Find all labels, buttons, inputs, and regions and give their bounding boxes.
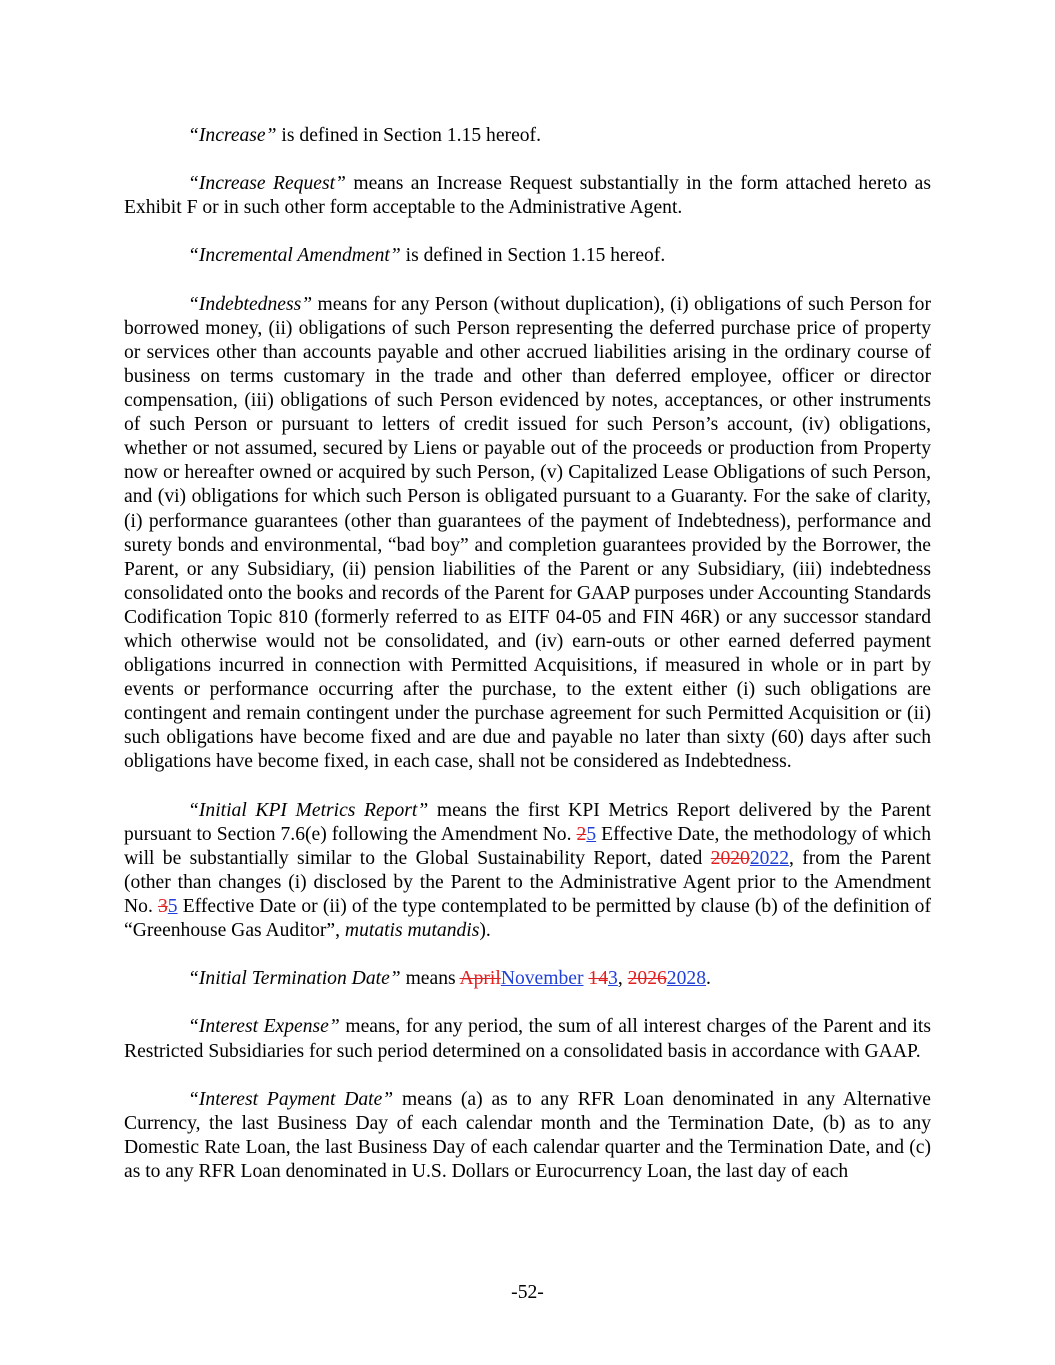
definition-initial-kpi-metrics-report [124,799,931,944]
definition-text: means (a) as to any RFR Loan denominated in any Alternative Currency, the last Business Day of each calendar month and the Termination Date, (b) as to any Domestic Rate Loan, the last Business Day of each calendar quarter and the Termination Date, and (c) as to any RFR Loan denominated in U.S. Dollars or Eurocurrency Loan, the last day of each [124,1088,931,1183]
definition-incremental-amendment [124,244,931,268]
definition-text: ). [479,920,491,942]
definition-text: Effective Date, the methodology of which will be substantially similar to the Global Sustainability Report, dated [124,823,931,869]
definition-text: means [400,968,460,990]
deleted-text: April [459,968,501,990]
inserted-text: November [500,968,584,990]
inserted-text: 5 [586,823,597,845]
italic-phrase: mutatis mutandis [344,920,480,942]
inserted-text: 5 [167,896,178,917]
definition-text: is defined in Section 1.15 hereof. [400,245,666,267]
definition-increase [124,124,931,148]
page-number: -52- [511,1282,544,1303]
definition-text: means, for any period, the sum of all interest charges of the Parent and its Restricted Subsidiaries for such period determined on a consolidated basis in accordance with GAAP. [124,1016,931,1062]
definition-text: means the first KPI Metrics Report delivered by the Parent pursuant to Section 7.6(e) following the Amendment No. [124,799,931,845]
inserted-text: 3 [608,968,618,990]
deleted-text: 3 [157,896,168,917]
definition-text: , from the Parent (other than changes (i) disclosed by the Parent to the Administrative Agent prior to the Amendment No. [124,847,931,917]
deleted-text: 14 [588,968,609,990]
defined-term: “Increase” [188,125,277,146]
defined-term: “Interest Payment Date” [188,1088,394,1110]
defined-term: “Initial Termination Date” [188,968,401,990]
deleted-text: 2026 [627,968,667,990]
definition-interest-payment-date [124,1088,931,1184]
inserted-text: 2022 [749,847,790,869]
inserted-text: 2028 [666,968,706,990]
definition-text: means for any Person (without duplication), (i) obligations of such Person for borrowed money, (ii) obligations of such Person representing the deferred purchase price of property or services other than accounts payable and other accrued liabilities arising in the ordinary course of business on terms customary in the trade and other than deferred employee, officer or director compensation, (iii) obligations of such Person evidenced by notes, acceptances, or other instruments of such Person or pursuant to letters of credit issued for such Person’s account, (iv) obligations, whether or not assumed, secured by Liens or payable out of the proceeds or production from Property now or hereafter owned or acquired by such Person, (v) Capitalized Lease Obligations of such Person, and (vi) obligations for which such Person is obligated pursuant to a Guaranty. For the sake of clarity, (i) performance guarantees (other than guarantees of the payment of Indebtedness), performance and surety bonds and environmental, “bad boy” and completion guarantees provided by the Borrower, the Parent, or any Subsidiary, (ii) pension liabilities of the Parent or any Subsidiary, (iii) indebtedness consolidated onto the books and records of the Parent for GAAP purposes under Accounting Standards Codification Topic 810 (formerly referred to as EITF 04-05 and FIN 46R) or any successor standard which otherwise would not be consolidated, and (iv) earn-outs or other earned deferred payment obligations incurred in connection with Permitted Acquisitions, if measured in whole or in part by events or performance occurring after the purchase, to the extent either (i) such obligations are contingent and remain contingent under the purchase agreement for such Permitted Acquisition or (ii) such obligations have become fixed and are due and payable no later than sixty (60) days after such obligations have become fixed, in each case, shall not be considered as Indebtedness. [124,293,931,773]
document-page [124,124,931,1184]
defined-term: “Initial KPI Metrics Report” [188,799,429,821]
definition-initial-termination-date [124,967,931,991]
definition-text: . [705,968,711,990]
defined-term: “Incremental Amendment” [188,245,401,267]
definition-text: means an Increase Request substantially in the form attached hereto as Exhibit F or in such other form acceptable to the Administrative Agent. [124,173,931,219]
defined-term: “Interest Expense” [188,1016,340,1038]
definition-text: is defined in Section 1.15 hereof. [276,125,541,146]
definition-increase-request [124,172,931,220]
defined-term: “Indebtedness” [188,293,313,315]
definition-text: , [617,968,628,990]
deleted-text: 2 [576,823,587,845]
definition-text: Effective Date or (ii) of the type contemplated to be permitted by clause (b) of the definition of “Greenhouse Gas Auditor”, [124,896,932,942]
definition-indebtedness [124,293,931,775]
definition-interest-expense [124,1015,931,1063]
deleted-text: 2020 [710,847,750,869]
defined-term: “Increase Request” [188,173,346,195]
